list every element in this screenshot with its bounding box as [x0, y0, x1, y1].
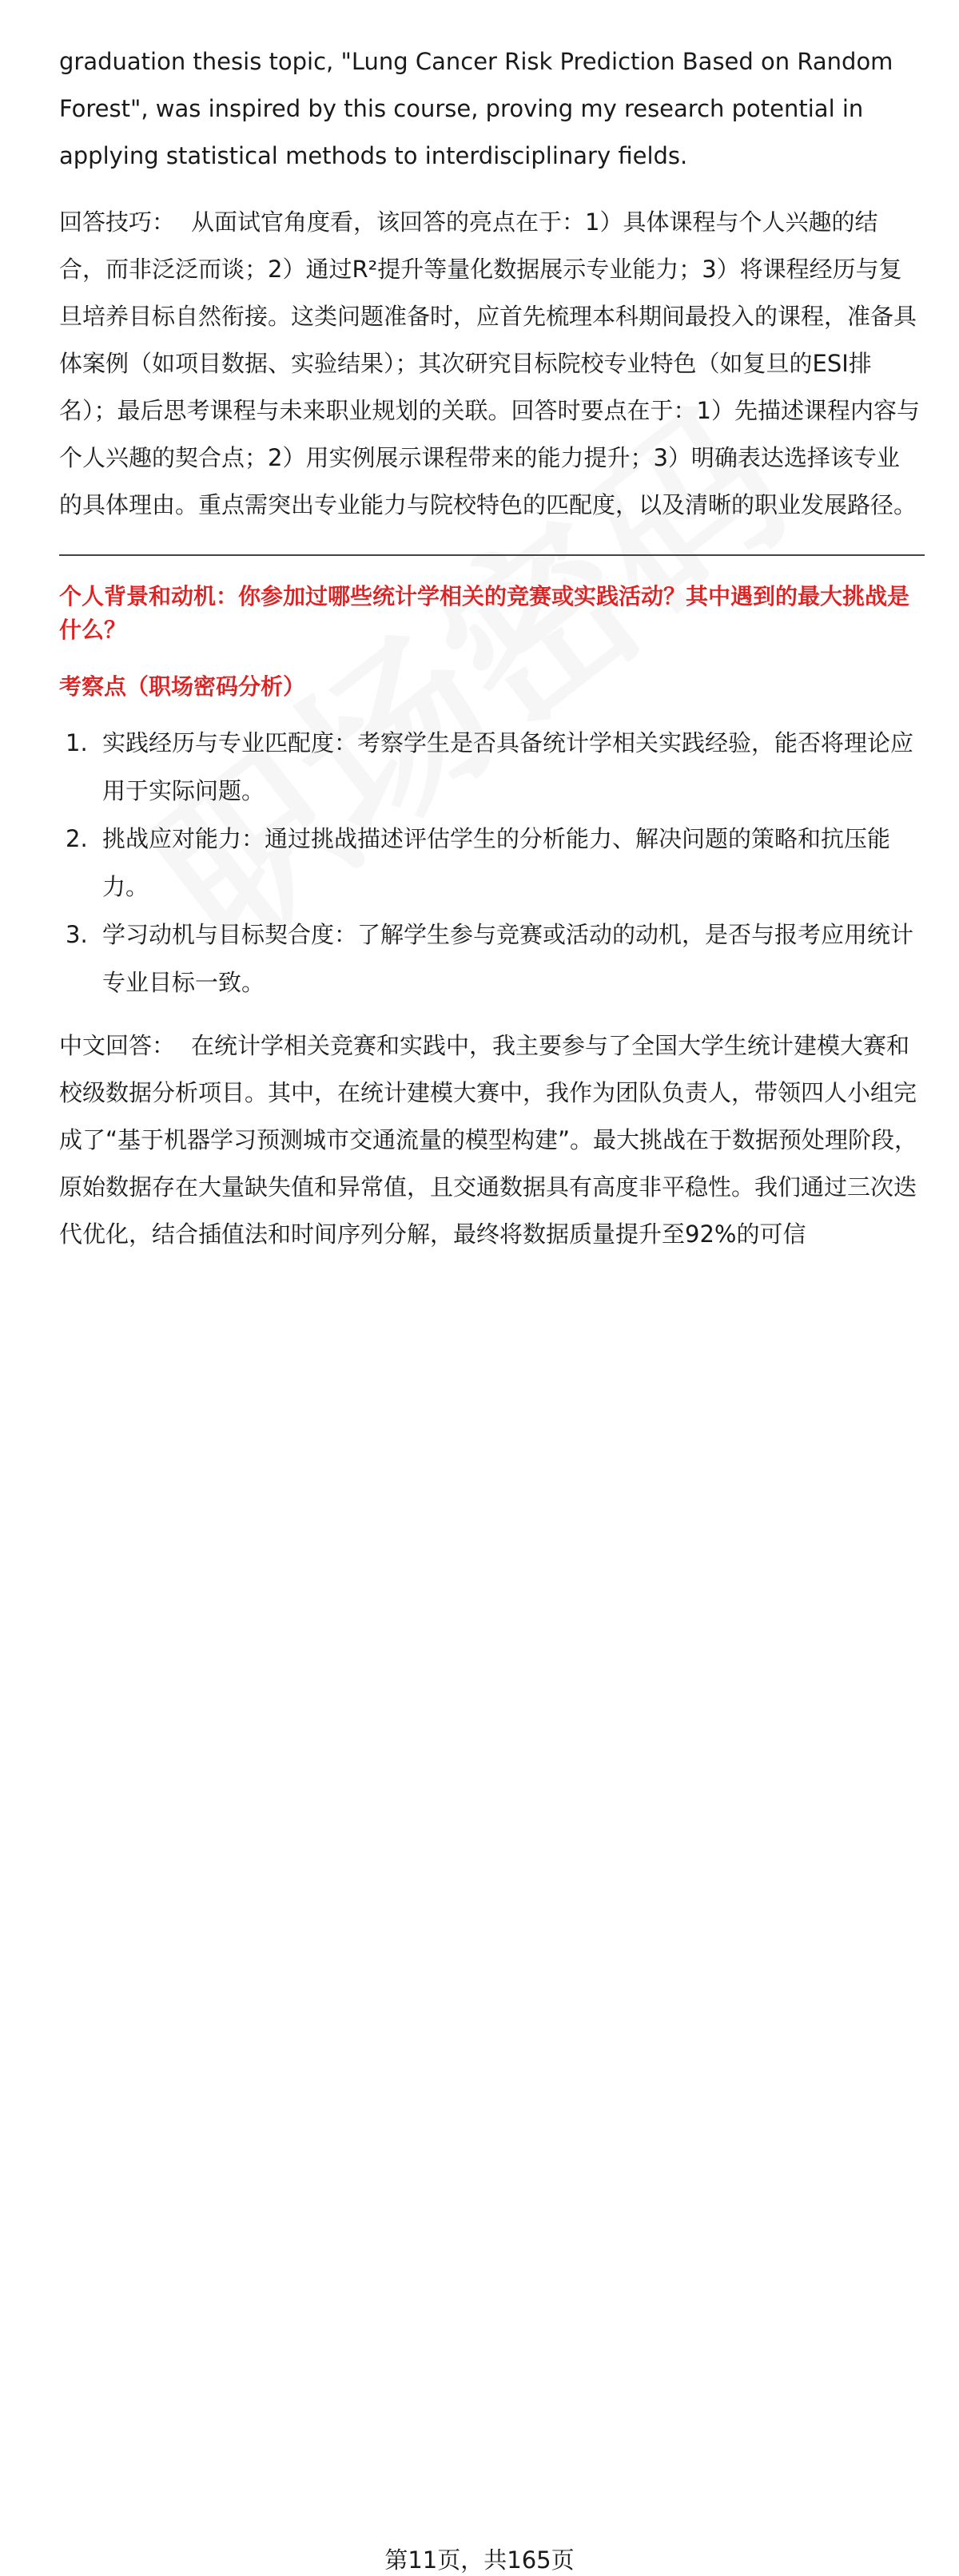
points-heading: 考察点（职场密码分析）	[59, 673, 306, 700]
list-number: 1.	[66, 729, 88, 756]
list-item-text: 挑战应对能力：通过挑战描述评估学生的分析能力、解决问题的策略和抗压能力。	[102, 825, 891, 900]
answer-text: 在统计学相关竞赛和实践中，我主要参与了全国大学生统计建模大赛和校级数据分析项目。其中，在统计建模大赛中，我作为团队负责人，带领四人小组完成了“基于机器学习预测城市交通流量的模型构建”。最大挑战在于数据预处理阶段，原始数据存在大量缺失值和异常值，且交通数据具有高度非平稳性。我们通过三次迭代优化，结合插值法和时间序列分解，最终将数据质量提升至92%的可信	[59, 1032, 918, 1248]
continuation-paragraph: graduation thesis topic, "Lung Cancer Risk Prediction Based on Random Forest", was inspired by this course, proving my research potential in applying statistical methods to interdisciplinary fields.	[59, 48, 893, 169]
list-item-text: 实践经历与专业匹配度：考察学生是否具备统计学相关实践经验，能否将理论应用于实际问题。	[102, 729, 914, 804]
chinese-answer-paragraph	[59, 1022, 922, 1258]
list-item-text: 学习动机与目标契合度：了解学生参与竞赛或活动的动机，是否与报考应用统计专业目标一致。	[102, 921, 914, 996]
list-number: 3.	[66, 921, 88, 948]
list-item	[59, 911, 922, 1006]
assessment-points-list	[59, 719, 922, 1006]
tip-text: 从面试官角度看，该回答的亮点在于：1）具体课程与个人兴趣的结合，而非泛泛而谈；2）通过R²提升等量化数据展示专业能力；3）将课程经历与复旦培养目标自然衔接。这类问题准备时，应首先梳理本科期间最投入的课程，准备具体案例（如项目数据、实验结果）；其次研究目标院校专业特色（如复旦的ESI排名）；最后思考课程与未来职业规划的关联。回答时要点在于：1）先描述课程内容与个人兴趣的契合点；2）用实例展示课程带来的能力提升；3）明确表达选择该专业的具体理由。重点需突出专业能力与院校特色的匹配度，以及清晰的职业发展路径。	[59, 208, 920, 518]
document-page	[59, 38, 922, 1258]
list-item	[59, 719, 922, 815]
list-item	[59, 815, 922, 911]
answer-tip-paragraph	[59, 199, 922, 529]
page-number-footer: 第11页，共165页	[0, 2544, 959, 2576]
section-divider	[59, 554, 925, 556]
answer-label: 中文回答：	[59, 1032, 176, 1059]
tip-label: 回答技巧：	[59, 208, 176, 236]
list-number: 2.	[66, 825, 88, 852]
question-heading: 个人背景和动机：你参加过哪些统计学相关的竞赛或实践活动？其中遇到的最大挑战是什么？	[59, 583, 910, 643]
